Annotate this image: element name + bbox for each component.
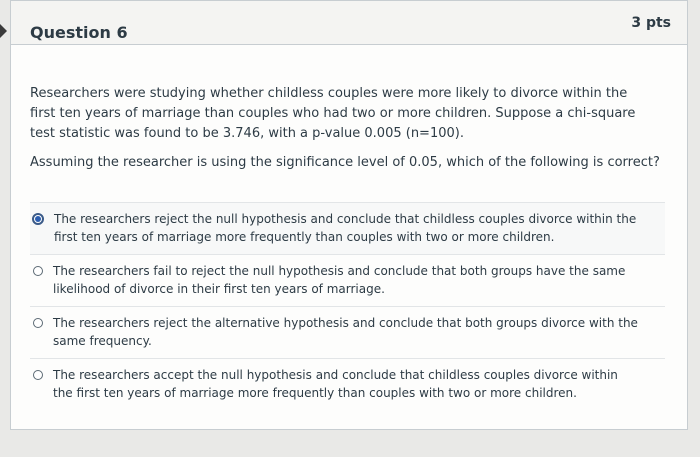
answer-option-4[interactable] — [30, 358, 665, 410]
answer-text-3: The researchers reject the alternative hypothesis and conclude that both groups divorce with the same frequency. — [53, 316, 638, 348]
answer-radio-4[interactable] — [33, 370, 43, 380]
answer-radio-3[interactable] — [33, 318, 43, 328]
question-points: 3 pts — [631, 15, 671, 31]
answer-radio-2[interactable] — [33, 266, 43, 276]
question-prompt: Assuming the researcher is using the significance level of 0.05, which of the following is correct? — [30, 155, 660, 170]
current-question-caret-right-icon — [0, 24, 7, 38]
answer-text-2: The researchers fail to reject the null hypothesis and conclude that both groups have the same likelihood of divorce in their first ten years of marriage. — [53, 264, 626, 296]
question-body — [11, 84, 687, 410]
question-card — [10, 0, 688, 430]
answer-radio-1[interactable] — [32, 213, 44, 225]
answer-option-3[interactable] — [30, 306, 665, 358]
answer-option-2[interactable] — [30, 254, 665, 306]
question-title: Question 6 — [30, 23, 128, 42]
answer-text-4: The researchers accept the null hypothesis and conclude that childless couples divorce within the first ten years of marriage more frequently than couples with two or more children. — [53, 368, 618, 400]
answer-text-1: The researchers reject the null hypothesis and conclude that childless couples divorce within the first ten years of marriage more frequently than couples with two or more children. — [54, 212, 637, 244]
question-header — [11, 1, 687, 45]
question-stem: Researchers were studying whether childless couples were more likely to divorce within the first ten years of marriage than couples who had two or more children. Suppose a chi-square test statistic was found to be 3.746, with a p-value 0.005 (n=100). — [30, 86, 636, 141]
answer-option-1[interactable] — [30, 202, 665, 254]
answer-list — [30, 202, 665, 410]
